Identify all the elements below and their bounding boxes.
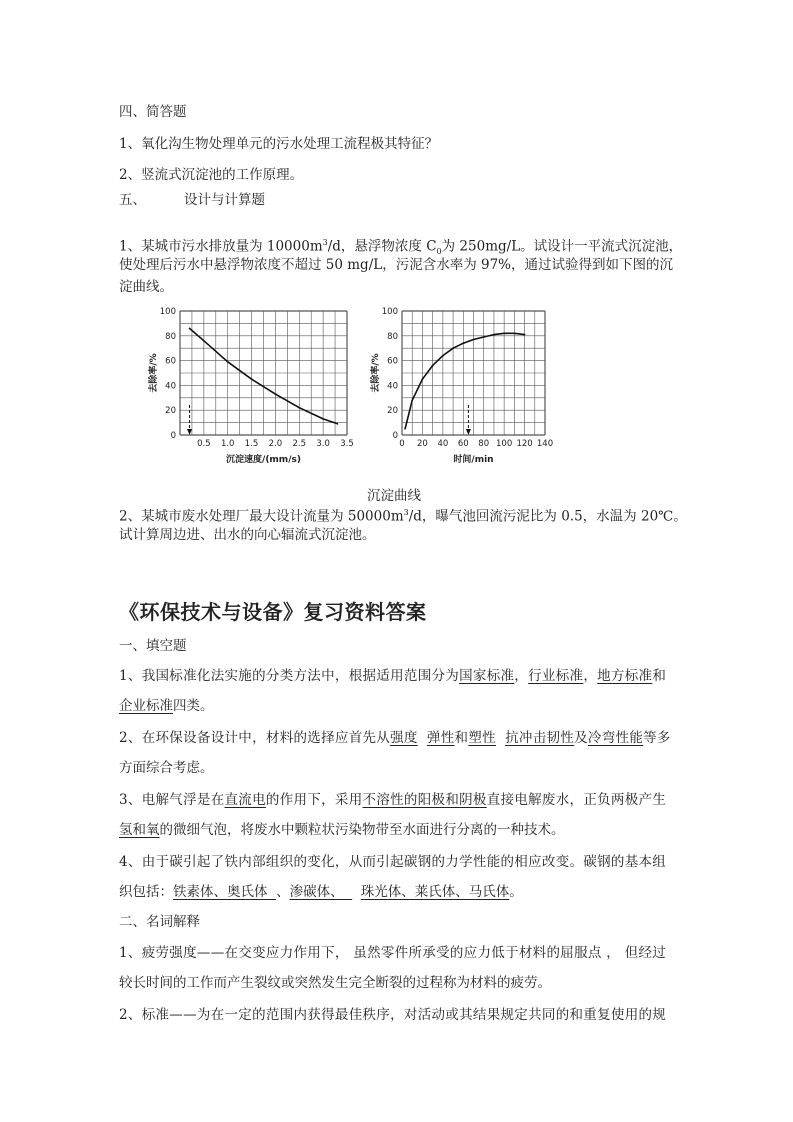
problem-1-line-3: 淀曲线。 (119, 279, 173, 295)
answers-heading: 《环保技术与设备》复习资料答案 (119, 600, 427, 624)
blank-direct-current: 直流电 (224, 792, 266, 808)
settling-velocity-chart (140, 304, 365, 474)
data-point (411, 399, 413, 401)
y-tick-label: 20 (387, 406, 398, 417)
blank-local-standard: 地方标准 (597, 668, 653, 684)
data-point (251, 378, 253, 380)
data-point (503, 333, 505, 335)
definitions-title: 二、名词解释 (119, 914, 200, 930)
y-tick-label: 20 (165, 406, 176, 417)
answer-2-line-2: 方面综合考虑。 (119, 760, 214, 776)
x-tick-label: 100 (496, 439, 513, 449)
y-tick-label: 100 (159, 307, 176, 317)
section-number: 五、 (119, 192, 146, 208)
blank-strength: 强度 (390, 730, 418, 746)
section-title-design (119, 191, 265, 209)
y-tick-label: 100 (381, 307, 398, 317)
x-axis-label: 沉淀速度/(mm/s) (226, 455, 301, 465)
data-point (227, 361, 229, 363)
problem-1-line-2: 使处理后污水中悬浮物浓度不超过 50 mg/L，污泥含水率为 97%，通过试验得到如下图的沉 (119, 257, 674, 273)
answer-3-line-1: 3、电解气浮是在直流电的作用下，采用不溶性的阳极和阴极直接电解废水，正负两极产生 (119, 792, 667, 808)
x-tick-label: 40 (437, 439, 449, 449)
y-tick-label: 80 (387, 331, 398, 342)
problem-1-line-1: 1、某城市污水排放量为 $10000m^3/d$，悬浮物浓度 $C_0$为 250mg/L。试设计一平流式沉淀池， (119, 238, 683, 257)
blank-national-standard: 国家标准 (459, 668, 515, 684)
question-oxidation-ditch: 1、氧化沟生物处理单元的污水处理工流程极其特征？ (119, 136, 439, 152)
y-tick-label: 80 (165, 331, 176, 342)
blank-ferrite-austenite: 铁素体、奥氏体 (173, 884, 277, 900)
x-tick-label: 1.0 (220, 439, 235, 449)
y-tick-label: 40 (387, 381, 398, 392)
marker-arrow (466, 429, 471, 435)
x-tick-label: 20 (417, 439, 428, 449)
answer-1-line-2: 企业标准四类。 (119, 698, 214, 714)
fill-blank-title: 一、填空题 (119, 638, 187, 654)
answer-3-line-2: 氢和氧的微细气泡，将废水中颗粒状污染物带至水面进行分离的一种技术。 (119, 822, 565, 838)
y-axis-label: 去除率/% (149, 353, 159, 393)
blank-plasticity: 塑性 (468, 730, 496, 746)
y-axis-label: 去除率/% (371, 353, 381, 393)
y-tick-label: 60 (165, 356, 176, 367)
x-axis-label: 时间/min (453, 455, 494, 465)
y-tick-label: 40 (165, 381, 176, 392)
answer-1-line-1: 1、我国标准化法实施的分类方法中，根据适用范围分为国家标准，行业标准，地方标准和 (119, 668, 667, 684)
blank-industry-standard: 行业标准 (528, 668, 584, 684)
data-point (189, 328, 191, 330)
blank-enterprise-standard: 企业标准 (119, 698, 173, 714)
data-point (404, 428, 406, 430)
blank-hydrogen-oxygen: 氢和氧 (119, 822, 160, 838)
data-point (422, 378, 424, 380)
y-tick-label: 0 (170, 431, 176, 441)
y-tick-label: 60 (387, 356, 398, 367)
data-point (483, 336, 485, 338)
data-point (432, 365, 434, 367)
section-label: 设计与计算题 (184, 192, 265, 208)
y-tick-label: 0 (392, 431, 398, 441)
blank-elasticity: 弹性 (426, 730, 455, 746)
data-point (442, 355, 444, 357)
settling-time-chart (362, 304, 587, 474)
problem-2-line-1: 2、某城市废水处理厂最大设计流量为 $50000m^3/d$，曝气池回流污泥比为 0.5，水温为 20℃。 (119, 508, 687, 525)
data-point (514, 333, 516, 335)
x-tick-label: 140 (536, 439, 554, 449)
data-point (493, 334, 495, 336)
x-tick-label: 60 (457, 439, 469, 449)
question-vertical-clarifier: 2、竖流式沉淀池的工作原理。 (119, 167, 304, 183)
data-point (298, 407, 300, 409)
data-point (524, 334, 526, 336)
x-tick-label: 0 (399, 439, 405, 449)
definition-fatigue-line-1: 1、疲劳强度——在交变应力作用下， 虽然零件所承受的应力低于材料的屈服点 ， 但经过 (119, 945, 667, 961)
data-point (322, 418, 324, 420)
x-tick-label: 2.0 (268, 439, 283, 449)
blank-cementite: 渗碳体、 (289, 884, 353, 900)
data-point (473, 339, 475, 341)
data-point (452, 347, 454, 349)
definition-standard-line-1: 2、标准——为在一定的范围内获得最佳秩序，对活动或其结果规定共同的和重复使用的规 (119, 1007, 667, 1023)
x-tick-label: 80 (478, 439, 490, 449)
x-tick-label: 1.5 (244, 439, 259, 449)
chart-caption: 沉淀曲线 (367, 488, 421, 504)
answer-4-line-2: 织包括：铁素体、奥氏体 、渗碳体、 珠光体、莱氏体、马氏体。 (119, 884, 523, 900)
definition-fatigue-line-2: 较长时间的工作而产生裂纹或突然发生完全断裂的过程称为材料的疲劳。 (119, 975, 551, 991)
answer-2-line-1: 2、在环保设备设计中，材料的选择应首先从强度 弹性和塑性 抗冲击韧性及冷弯性能等多 (119, 730, 671, 746)
data-point (203, 340, 205, 342)
x-tick-label: 0.5 (197, 439, 211, 449)
blank-cold-bending: 冷弯性能 (587, 730, 644, 746)
data-series-line (405, 333, 524, 429)
problem-2-line-2: 试计算周边进、出水的向心辐流式沉淀池。 (119, 527, 376, 543)
blank-impact-toughness: 抗冲击韧性 (505, 730, 575, 746)
x-tick-label: 120 (516, 439, 533, 449)
x-tick-label: 3.0 (316, 439, 330, 449)
answer-4-line-1: 4、由于碳引起了铁内部组织的变化，从而引起碳钢的力学性能的相应改变。碳钢的基本组 (119, 854, 667, 870)
data-point (275, 393, 277, 395)
data-point (337, 423, 339, 425)
x-tick-label: 3.5 (340, 439, 354, 449)
blank-insoluble-electrodes: 不溶性的阳极和阴极 (362, 792, 487, 808)
section-title-short-answer: 四、简答题 (119, 104, 187, 120)
marker-arrow (187, 429, 192, 435)
data-point (462, 342, 464, 344)
x-tick-label: 2.5 (292, 439, 307, 449)
blank-pearlite-ledeburite-martensite: 珠光体、莱氏体、马氏体 (360, 884, 510, 900)
